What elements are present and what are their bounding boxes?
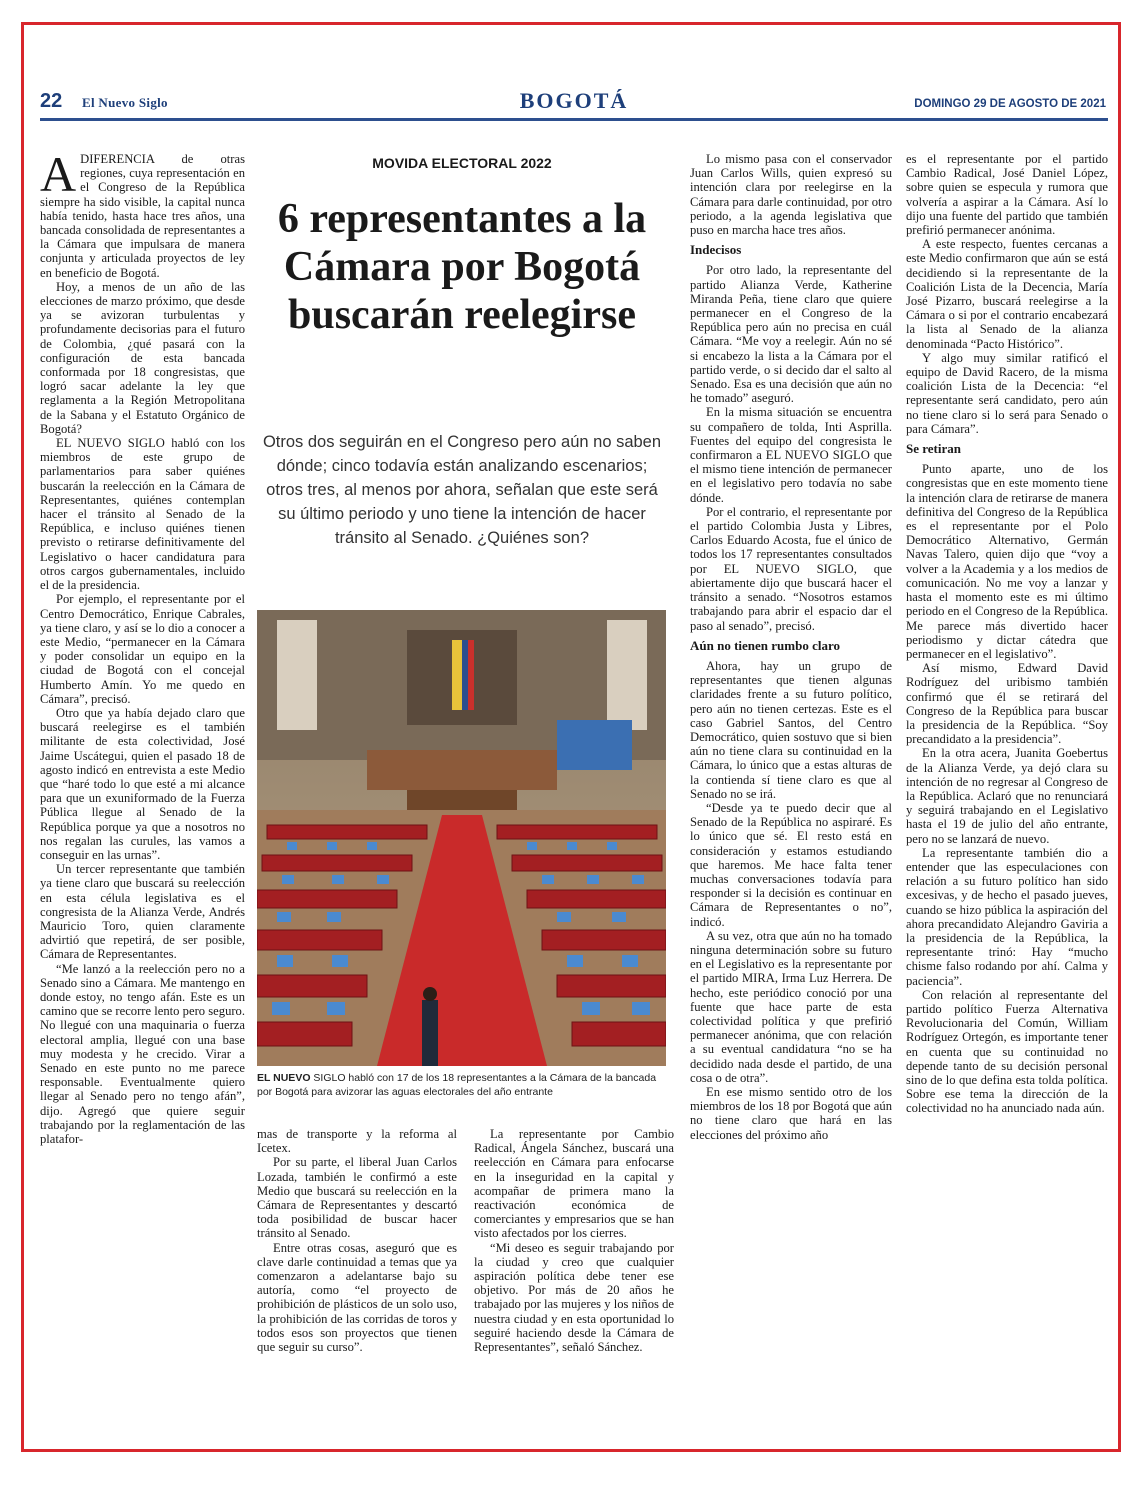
drop-cap: A — [40, 146, 77, 202]
photo-caption: EL NUEVO SIGLO habló con 17 de los 18 representantes a la Cámara de la bancada por Bogotá para avizorar las aguas electorales del año entrante — [257, 1072, 657, 1098]
page-header — [40, 90, 1108, 120]
paragraph: La representante por Cambio Radical, Ángela Sánchez, buscará una reelección en Cámara para enfocarse en la inseguridad en la capital y acompañar de primera mano la reactivación económica de comerciantes y empresarios que se han visto afectados por los cierres. — [474, 1127, 674, 1241]
header-rule — [40, 118, 1108, 121]
newspaper-name: El Nuevo Siglo — [82, 95, 168, 110]
subheading-rumbo: Aún no tienen rumbo claro — [690, 637, 840, 653]
subheading-se-retiran: Se retiran — [906, 441, 961, 457]
paragraph: Por otro lado, la representante del partido Alianza Verde, Katherine Miranda Peña, tiene claro que quiere permanecer en el Congreso de la República pero aún no precisa en cuál Cámara. “Me voy a reelegir. Aún no sé si encabezo la lista a la Cámara por el partido verde, o si decido dar el salto al Senado. Esa es una decisión que aún no he tomado” aseguró. — [690, 263, 892, 406]
paragraph: Un tercer representante que también ya tiene claro que buscará su reelección en esta célula legislativa es el congresista de la Alianza Verde, Andrés Mauricio Toro, quien claramente advirtió que repetirá, de ser posible, Cámara de Representantes. — [40, 862, 245, 962]
paragraph: “Desde ya te puedo decir que al Senado de la República no aspiraré. Es lo único que sé. El resto está en consideración y estamos estudiando que haremos. Me hace falta tener muchas conversaciones todavía para responder si la decisión es continuar en Cámara de Representantes o no”, indicó. — [690, 800, 892, 929]
paragraph: A este respecto, fuentes cercanas a este Medio confirmaron que aún se está decidiendo si la representante de la Coalición Lista de la Decencia, María José Pizarro, buscará reelegirse a la Cámara o si por el contrario encabezará la lista al Senado de la alianza denominada “Pacto Histórico”. — [906, 237, 1108, 351]
paragraph: ADIFERENCIA de otras regiones, cuya representación en el Congreso de la República siempre ha sido visible, la capital nunca había tenido, hasta hace tres años, una bancada consolidada de representantes a la Cámara que impulsara de manera conjunta y articulada proyectos de ley en beneficio de Bogotá. — [40, 146, 245, 280]
article-headline: 6 representantes a la Cámara por Bogotá buscarán reelegirse — [277, 196, 647, 338]
chamber-photo — [257, 610, 666, 1066]
congress-chamber-image — [257, 610, 666, 1066]
column-1 — [40, 146, 245, 1147]
paragraph: Y algo muy similar ratificó el equipo de David Racero, de la misma coalición Lista de la Decencia: “el representante será candidato, pero aún no tiene claro si lo será para Senado o para Cámara”. — [906, 350, 1108, 436]
article-kicker: MOVIDA ELECTORAL 2022 — [372, 155, 552, 171]
paragraph: En ese mismo sentido otro de los miembros de los 18 por Bogotá que aún no tiene claro que hará en las elecciones del próximo año — [690, 1085, 892, 1142]
issue-date: DOMINGO 29 DE AGOSTO DE 2021 — [914, 98, 1106, 110]
paragraph: es el representante por el partido Cambio Radical, José Daniel López, sobre quien se especula y rumora que volvería a aspirar a la Cámara. Así lo dijo una fuente del partido que también prefirió permanecer anónima. — [906, 152, 1108, 238]
article-deck: Otros dos seguirán en el Congreso pero aún no saben dónde; cinco todavía están analizando escenarios; otros tres, al menos por ahora, señalan que este será su último periodo y uno tiene la intención de hacer tránsito al Senado. ¿Quiénes son? — [262, 433, 662, 547]
paragraph: Por el contrario, el representante por el partido Colombia Justa y Libres, Carlos Eduardo Acosta, fue el único de todos los 17 representantes consultados por EL NUEVO SIGLO, que abiertamente dijo que buscará hacer el tránsito a senado. “Nosotros estamos trabajando para abrir el espacio dar el paso al senado”, precisó. — [690, 504, 892, 633]
paragraph: A su vez, otra que aún no ha tomado ninguna determinación sobre su futuro en el Legislativo es la representante por el partido MIRA, Irma Luz Herrera. De hecho, este periódico conoció por una fuente que hace parte de esta colectividad política y que prefirió permanecer anónima, que con relación a su eventual candidatura “no se ha decidido nada desde el partido, de una cosa o de otra”. — [690, 928, 892, 1085]
paragraph: “Mi deseo es seguir trabajando por la ciudad y creo que cualquier aspiración política debe tener ese objetivo. Por más de 20 años he trabajado por las mujeres y los niños de nuestra ciudad y en esta oportunidad lo seguiré haciendo desde la Cámara de Representantes”, señaló Sánchez. — [474, 1240, 674, 1355]
paragraph: EL NUEVO SIGLO habló con los miembros de este grupo de parlamentarios para saber quiénes buscarán la reelección en la Cámara de Representantes, quiénes contemplan hacer el tránsito al Senado de la República, e incluso quiénes tienen previsto o retirarse definitivamente del Legislativo o hacer candidatura para otros cargos gubernamentales, incluido el de la presidencia. — [40, 436, 245, 593]
paragraph: “Me lanzó a la reelección pero no a Senado sino a Cámara. Me mantengo en donde estoy, no tengo afán. Este es un camino que se recorre lento pero seguro. No llegué con una maquinaria o fuerza electoral amplia, llegué con una base muy modesta y he crecido. Virar a Senado en este punto no me parece responsable. Eventualmente quiero llegar al Senado pero no tengo afán”, dijo. Agregó que quiere seguir trabajando por la reglamentación de las platafor- — [40, 961, 245, 1147]
column-4 — [690, 152, 892, 1142]
paragraph: Otro que ya había dejado claro que buscará reelegirse es el también militante de esta colectividad, José Jaime Uscátegui, quien el pasado 18 de agosto indicó en entrevista a este Medio que “haré todo lo que esté a mi alcance para que un exuniformado de la Fuerza Pública llegue al Senado de la República porque ya que a nosotros no nos regalan las curules, las vamos a conseguir en las urnas”. — [40, 705, 245, 862]
paragraph: Lo mismo pasa con el conservador Juan Carlos Wills, quien expresó su intención clara por reelegirse en la Cámara para darle continuidad, por otro periodo, a la agenda legislativa que puso en marcha hace tres años. — [690, 152, 892, 238]
paragraph: En la misma situación se encuentra su compañero de tolda, Inti Asprilla. Fuentes del equipo del congresista le confirmaron a EL NUEVO SIGLO que el mismo tiene intención de permanecer en el legislativo pero todavía no sabe dónde. — [690, 405, 892, 505]
paragraph: La representante también dio a entender que las especulaciones con relación a su futuro político han sido excesivas, y de hecho el pasado jueves, cuando se hizo pública la aspiración del ahora precandidato Alejandro Gaviria a la presidencia de la República, la representante trinó: Hay “mucho chisme falso rodando por ahí. Calma y paciencia”. — [906, 845, 1108, 988]
column-3 — [474, 1127, 674, 1354]
paragraph: Punto aparte, uno de los congresistas que en este momento tiene la intención clara de retirarse de manera definitiva del Congreso de la República es el representante por el Polo Democrático Alternativo, Germán Navas Talero, quien dijo que “voy a volver a la Academia y a los medios de comunicación. No me voy a lanzar y hasta el momento este es mi último periodo en el Congreso de la República. Me parece más divertido hacer periodismo y dictar cátedra que permanecer en el legislativo”. — [906, 462, 1108, 661]
column-5 — [906, 152, 1108, 1116]
paragraph: mas de transporte y la reforma al Icetex. — [257, 1127, 457, 1156]
paragraph: Hoy, a menos de un año de las elecciones de marzo próximo, que desde ya se avizoran turbulentas y profundamente decisorias para el futuro de Colombia, ¿qué pasará con la configuración de esta bancada conformada por 18 congresistas, que logró sacar adelante la ley que reglamenta a la Región Metropolitana de la Sabana y el Estatuto Orgánico de Bogotá? — [40, 279, 245, 436]
section-title: BOGOTÁ — [519, 88, 629, 113]
paragraph: Por su parte, el liberal Juan Carlos Lozada, también le confirmó a este Medio que buscará su reelección en la Cámara de Representantes y descartó toda posibilidad de buscar hacer tránsito al Senado. — [257, 1155, 457, 1241]
paragraph: Ahora, hay un grupo de representantes que tienen algunas claridades frente a su futuro político, pero aún no tienen certezas. Este es el caso Gabriel Santos, del Centro Democrático, quien sostuvo que si bien aún no tiene clara su continuidad en la Cámara, lo único que a estas alturas de la contienda sí tiene claro es que al Senado no se irá. — [690, 658, 892, 801]
paragraph: Con relación al representante del partido político Fuerza Alternativa Revolucionaria del Común, William Rodríguez Ortegón, es importante tener en cuenta que su continuidad no depende tanto de su decisión personal sino de lo que defina esta tolda política. Sobre ese tema la dirección de la colectividad no ha anunciado nada aún. — [906, 987, 1108, 1116]
paragraph: Entre otras cosas, aseguró que es clave darle continuidad a temas que ya comenzaron a adelantarse bajo su autoría, como “el proyecto de prohibición de plásticos de un solo uso, la prohibición de las corridas de toros y todos esos son proyectos que tienen que seguir su curso”. — [257, 1240, 457, 1355]
paragraph: Así mismo, Edward David Rodríguez del uribismo también confirmó que él se retirará del Congreso de la República para buscar la presidencia de la República. “Soy precandidato a la presidencia”. — [906, 661, 1108, 747]
paragraph: En la otra acera, Juanita Goebertus de la Alianza Verde, ya dejó clara su intención de no regresar al Congreso de la República. Aclaró que no renunciará y seguirá trabajando en el Legislativo hasta el 19 de julio del año entrante, pero no se lanzará de nuevo. — [906, 746, 1108, 846]
page-number: 22 — [40, 90, 63, 112]
column-2 — [257, 1127, 457, 1354]
subheading-indecisos: Indecisos — [690, 242, 742, 258]
paragraph: Por ejemplo, el representante por el Centro Democrático, Enrique Cabrales, ya tiene claro, y así se lo dio a conocer a este Medio, “permanecer en la Cámara y poder consolidar un equipo en la ciudad de Bogotá con el concejal Humberto Amín. Yo me quedo en Cámara”, precisó. — [40, 592, 245, 706]
